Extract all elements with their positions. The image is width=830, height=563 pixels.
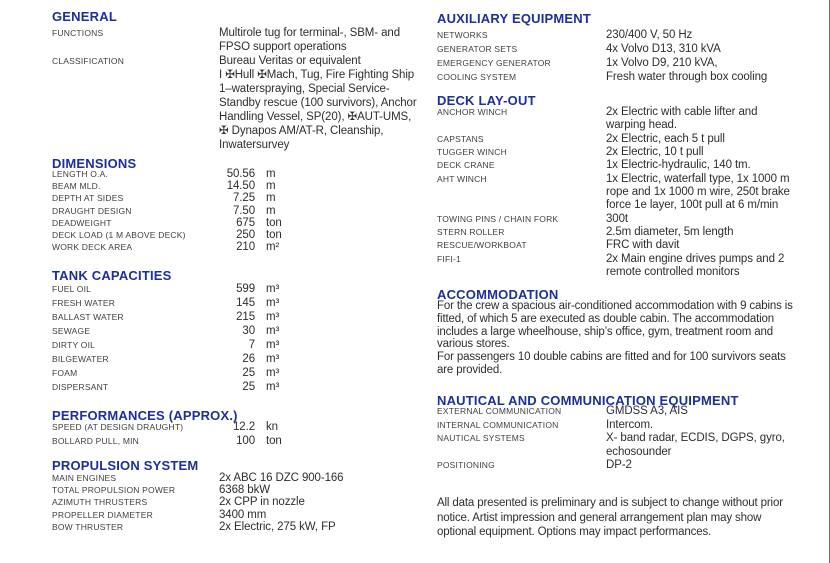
spec-label: BEAM MLD. bbox=[52, 181, 101, 192]
spec-value bbox=[606, 70, 829, 84]
spec-value bbox=[219, 496, 444, 508]
section-tank-capacities bbox=[52, 269, 444, 394]
spec-value-line: remote controlled monitors bbox=[606, 266, 740, 279]
spec-value bbox=[606, 226, 829, 239]
spec-label: GENERATOR SETS bbox=[437, 44, 518, 54]
section-title-general: GENERAL bbox=[52, 9, 117, 24]
spec-row bbox=[52, 338, 444, 352]
section-auxiliary-equipment bbox=[437, 12, 829, 84]
spec-label: COOLING SYSTEM bbox=[437, 72, 517, 82]
spec-label: TUGGER WINCH bbox=[437, 147, 507, 158]
spec-value bbox=[606, 173, 829, 213]
spec-label: EMERGENCY GENERATOR bbox=[437, 58, 551, 68]
spec-value-line: Intercom. bbox=[606, 418, 654, 431]
spec-unit: m bbox=[266, 180, 276, 193]
spec-row bbox=[52, 229, 444, 241]
spec-value-line: 4x Volvo D13, 310 kVA bbox=[606, 43, 721, 55]
spec-value-line: I ✠Hull ✠Mach, Tug, Fire Fighting Ship bbox=[219, 69, 415, 81]
spec-unit: ton bbox=[266, 216, 282, 229]
right-column bbox=[437, 0, 829, 563]
spec-row bbox=[437, 133, 829, 146]
spec-value-line: GMDSS A3, AIS bbox=[606, 405, 688, 417]
spec-unit: m bbox=[266, 168, 276, 180]
spec-value bbox=[606, 106, 829, 133]
section-title-accommodation: ACCOMMODATION bbox=[437, 287, 559, 302]
spec-unit: m bbox=[266, 204, 276, 217]
spec-value-line: echosounder bbox=[606, 445, 672, 458]
spec-value: 25 bbox=[242, 367, 255, 380]
section-disclaimer bbox=[437, 496, 829, 540]
spec-label: NAUTICAL SYSTEMS bbox=[437, 433, 525, 443]
spec-label: SPEED (AT DESIGN DRAUGHT) bbox=[52, 422, 184, 432]
spec-unit: m² bbox=[266, 241, 280, 254]
spec-label: WORK DECK AREA bbox=[52, 242, 133, 253]
spec-value bbox=[606, 253, 829, 280]
spec-value bbox=[606, 459, 829, 473]
spec-row bbox=[52, 310, 444, 324]
spec-label: SEWAGE bbox=[52, 326, 91, 337]
section-deck-lay-out bbox=[437, 94, 829, 279]
spec-value-line: 3400 mm bbox=[219, 508, 267, 521]
spec-row bbox=[437, 459, 829, 473]
spec-row bbox=[52, 282, 444, 296]
spec-row bbox=[52, 180, 444, 192]
spec-value: 100 bbox=[236, 434, 255, 447]
spec-unit: m³ bbox=[266, 311, 280, 324]
spec-value: 145 bbox=[236, 297, 255, 310]
spec-label: INTERNAL COMMUNICATION bbox=[437, 419, 559, 430]
spec-label: DECK LOAD (1 M ABOVE DECK) bbox=[52, 230, 186, 241]
spec-value bbox=[606, 56, 829, 70]
spec-value-line: Multirole tug for terminal-, SBM- and bbox=[219, 27, 401, 39]
spec-row bbox=[437, 106, 829, 133]
spec-row bbox=[52, 484, 444, 496]
section-title-nautical-communication: NAUTICAL AND COMMUNICATION EQUIPMENT bbox=[437, 393, 739, 408]
spec-value bbox=[606, 213, 829, 226]
spec-value-line: 6368 bkW bbox=[219, 484, 270, 497]
spec-row bbox=[437, 56, 829, 70]
section-accommodation bbox=[437, 288, 829, 377]
spec-row bbox=[437, 253, 829, 280]
spec-value bbox=[606, 146, 829, 159]
spec-value: 14.50 bbox=[226, 180, 255, 193]
spec-value-line: warping head. bbox=[606, 119, 677, 132]
spec-value bbox=[606, 419, 829, 433]
spec-row bbox=[52, 26, 444, 54]
spec-value bbox=[219, 472, 444, 484]
spec-value bbox=[219, 26, 444, 54]
spec-value: 215 bbox=[236, 311, 255, 324]
spec-label: CLASSIFICATION bbox=[52, 56, 125, 66]
spec-value-line: 1x Volvo D9, 210 kVA, bbox=[606, 57, 718, 69]
spec-label: FUEL OIL bbox=[52, 284, 92, 294]
spec-value bbox=[219, 509, 444, 521]
spec-value-line: rope and 1x 1000 m wire, 250t brake bbox=[606, 186, 790, 199]
spec-value-line: 2.5m diameter, 5m length bbox=[606, 226, 734, 239]
spec-value-line: ✠ Dynapos AM/AT-R, Cleanship, bbox=[219, 125, 384, 137]
spec-value-line: Handling Vessel, SP(20), ✠AUT-UMS, bbox=[219, 111, 412, 123]
spec-value bbox=[606, 133, 829, 146]
left-column bbox=[52, 0, 444, 563]
spec-label: DISPERSANT bbox=[52, 382, 109, 393]
section-dimensions bbox=[52, 157, 444, 253]
spec-value: 30 bbox=[242, 325, 255, 338]
paragraph-line: For the crew a spacious air-conditioned accommodation with 9 cabins is bbox=[437, 300, 793, 312]
section-nautical-communication bbox=[437, 394, 829, 473]
spec-value-line: X- band radar, ECDIS, DGPS, gyro, bbox=[606, 432, 785, 444]
spec-value-line: Bureau Veritas or equivalent bbox=[219, 55, 361, 67]
section-title-dimensions: DIMENSIONS bbox=[52, 156, 137, 171]
spec-label: MAIN ENGINES bbox=[52, 473, 117, 483]
spec-value bbox=[219, 484, 444, 496]
spec-row bbox=[437, 213, 829, 226]
spec-unit: m³ bbox=[266, 283, 280, 295]
spec-value: 26 bbox=[242, 353, 255, 366]
spec-row bbox=[437, 405, 829, 419]
spec-label: DEADWEIGHT bbox=[52, 217, 112, 228]
section-title-propulsion-system: PROPULSION SYSTEM bbox=[52, 458, 199, 473]
spec-row bbox=[437, 419, 829, 433]
spec-row bbox=[52, 241, 444, 253]
spec-label: FUNCTIONS bbox=[52, 28, 104, 38]
spec-value bbox=[606, 28, 829, 42]
spec-label: PROPELLER DIAMETER bbox=[52, 509, 153, 520]
spec-row bbox=[52, 296, 444, 310]
spec-row bbox=[52, 366, 444, 380]
spec-value bbox=[219, 54, 444, 152]
spec-label: FOAM bbox=[52, 368, 78, 379]
spec-value-line: 300t bbox=[606, 212, 628, 225]
spec-value-line: 2x CPP in nozzle bbox=[219, 496, 305, 509]
spec-row bbox=[52, 192, 444, 204]
spec-label: EXTERNAL COMMUNICATION bbox=[437, 406, 562, 416]
spec-label: BILGEWATER bbox=[52, 354, 109, 365]
spec-row bbox=[52, 205, 444, 217]
spec-row bbox=[52, 380, 444, 394]
spec-value: 599 bbox=[236, 283, 255, 295]
spec-value-line: FRC with davit bbox=[606, 239, 680, 252]
spec-value: 7.25 bbox=[233, 192, 255, 205]
spec-label: RESCUE/WORKBOAT bbox=[437, 240, 527, 251]
spec-unit: m³ bbox=[266, 353, 280, 366]
spec-value-line: 2x Electric, 10 t pull bbox=[606, 146, 704, 159]
spec-value-line: 1x Electric, waterfall type, 1x 1000 m bbox=[606, 172, 790, 185]
spec-value-line: force 1e layer, 100t pull at 6 m/min bbox=[606, 199, 779, 212]
spec-label: BOW THRUSTER bbox=[52, 521, 124, 532]
spec-value-line: 2x Electric, each 5 t pull bbox=[606, 132, 725, 145]
section-title-tank-capacities: TANK CAPACITIES bbox=[52, 268, 172, 283]
paragraph-line: optional equipment. Options may impact performances. bbox=[437, 526, 712, 539]
paragraph-line: notice. Artist impression and general arrangement plan may show bbox=[437, 511, 762, 524]
spec-label: FRESH WATER bbox=[52, 298, 116, 309]
spec-value: 12.2 bbox=[233, 421, 255, 433]
spec-row bbox=[52, 509, 444, 521]
spec-unit: m³ bbox=[266, 297, 280, 310]
spec-value bbox=[606, 405, 829, 419]
spec-value: 7 bbox=[248, 339, 255, 352]
spec-row bbox=[437, 432, 829, 459]
spec-row bbox=[437, 28, 829, 42]
paragraph-line: various stores. bbox=[437, 338, 510, 351]
spec-label: NETWORKS bbox=[437, 30, 488, 40]
spec-unit: ton bbox=[266, 229, 282, 242]
spec-value bbox=[606, 159, 829, 172]
spec-value-line: Fresh water through box cooling bbox=[606, 71, 768, 83]
paragraph-line: fitted, of which 5 are executed as double cabin. The accommodation bbox=[437, 312, 775, 325]
spec-value: 675 bbox=[236, 216, 255, 229]
spec-unit: kn bbox=[266, 421, 278, 433]
spec-value-line: 230/400 V, 50 Hz bbox=[606, 29, 693, 41]
spec-value: 210 bbox=[236, 241, 255, 254]
spec-value bbox=[606, 239, 829, 252]
spec-row bbox=[437, 159, 829, 172]
spec-row bbox=[52, 324, 444, 338]
spec-label: DRAUGHT DESIGN bbox=[52, 205, 132, 216]
spec-row bbox=[437, 239, 829, 252]
spec-row bbox=[437, 173, 829, 213]
spec-unit: ton bbox=[266, 434, 282, 447]
spec-label: AZIMUTH THRUSTERS bbox=[52, 497, 148, 508]
spec-unit: m bbox=[266, 192, 276, 205]
spec-label: TOTAL PROPULSION POWER bbox=[52, 485, 176, 496]
spec-label: DEPTH AT SIDES bbox=[52, 193, 124, 204]
paragraph-line: For passengers 10 double cabins are fitted and for 100 survivors seats bbox=[437, 351, 786, 363]
spec-row bbox=[52, 54, 444, 152]
spec-value-line: Inwatersurvey bbox=[219, 139, 290, 151]
spec-row bbox=[437, 226, 829, 239]
spec-value bbox=[219, 521, 444, 533]
paragraph-line: includes a large wheelhouse, ship’s office, gym, treatment room and bbox=[437, 325, 773, 338]
spec-label: CAPSTANS bbox=[437, 133, 484, 144]
section-performances bbox=[52, 409, 444, 448]
spec-label: AHT WINCH bbox=[437, 173, 487, 184]
spec-label: BALLAST WATER bbox=[52, 312, 124, 323]
spec-value-line: FPSO support operations bbox=[219, 41, 347, 53]
spec-row bbox=[52, 521, 444, 533]
spec-unit: m³ bbox=[266, 367, 280, 380]
spec-row bbox=[52, 217, 444, 229]
section-propulsion-system bbox=[52, 459, 444, 533]
spec-label: STERN ROLLER bbox=[437, 227, 505, 238]
spec-unit: m³ bbox=[266, 339, 280, 352]
spec-label: ANCHOR WINCH bbox=[437, 107, 508, 117]
section-title-performances: PERFORMANCES (APPROX.) bbox=[52, 408, 238, 423]
paragraph-line: are provided. bbox=[437, 363, 503, 376]
spec-label: BOLLARD PULL, MIN bbox=[52, 435, 140, 446]
spec-row bbox=[52, 435, 444, 449]
spec-row bbox=[52, 496, 444, 508]
spec-label: TOWING PINS / CHAIN FORK bbox=[437, 213, 559, 224]
spec-value: 7.50 bbox=[233, 204, 255, 217]
spec-label: DECK CRANE bbox=[437, 160, 495, 171]
paragraph-line: All data presented is preliminary and is subject to change without prior bbox=[437, 497, 783, 509]
spec-value-line: Standby rescue (100 survivors), Anchor bbox=[219, 97, 417, 109]
spec-label: POSITIONING bbox=[437, 460, 495, 470]
spec-row bbox=[52, 472, 444, 484]
spec-value-line: 2x ABC 16 DZC 900-166 bbox=[219, 472, 344, 484]
spec-row bbox=[437, 70, 829, 84]
spec-label: LENGTH O.A. bbox=[52, 169, 109, 179]
spec-unit: m³ bbox=[266, 381, 280, 394]
spec-value: 250 bbox=[236, 229, 255, 242]
section-general bbox=[52, 10, 444, 152]
spec-value-line: 2x Main engine drives pumps and 2 bbox=[606, 252, 785, 265]
section-title-auxiliary-equipment: AUXILIARY EQUIPMENT bbox=[437, 11, 592, 26]
spec-value-line: 1x Electric-hydraulic, 140 tm. bbox=[606, 159, 751, 172]
spec-row bbox=[437, 146, 829, 159]
section-title-deck-lay-out: DECK LAY-OUT bbox=[437, 93, 536, 108]
spec-value-line: 1–waterspraying, Special Service- bbox=[219, 83, 390, 95]
spec-row bbox=[437, 42, 829, 56]
spec-value bbox=[606, 42, 829, 56]
spec-label: FIFI-1 bbox=[437, 253, 461, 264]
spec-value: 50.56 bbox=[226, 168, 255, 180]
spec-label: DIRTY OIL bbox=[52, 340, 96, 351]
spec-row bbox=[52, 168, 444, 180]
spec-value: 25 bbox=[242, 381, 255, 394]
spec-value bbox=[606, 432, 829, 459]
spec-value-line: 2x Electric, 275 kW, FP bbox=[219, 520, 336, 533]
spec-value-line: DP-2 bbox=[606, 459, 632, 471]
spec-unit: m³ bbox=[266, 325, 280, 338]
spec-value-line: 2x Electric with cable lifter and bbox=[606, 106, 758, 118]
spec-row bbox=[52, 352, 444, 366]
spec-row bbox=[52, 421, 444, 435]
